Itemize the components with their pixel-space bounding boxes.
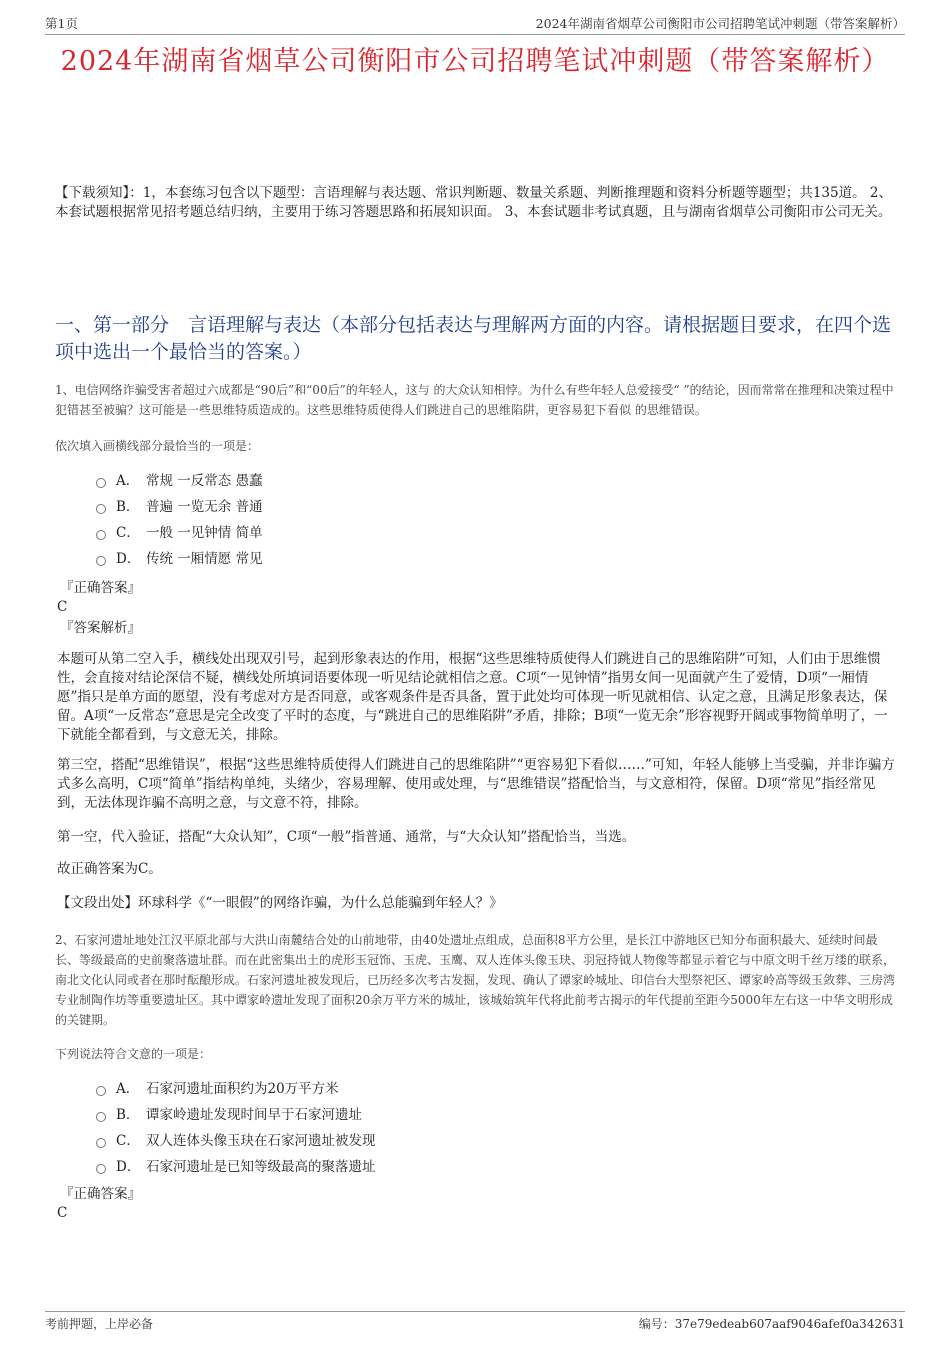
q1-analysis-para: 本题可从第二空入手，横线处出现双引号，起到形象表达的作用，根据“这些思维特质使得人们跳进自己的思维陷阱”可知，人们由于思维惯性，会直接对结论深信不疑，横线处所填词语要体现一听见结论就相信之意。C项“一见钟情”指男女间一见面就产生了爱情，D项“一厢情愿”指只是单方面的愿望，没有考虑对方是否同意，或客观条件是否具备，置于此处均可体现一听见就相信、认定之意，且满足形象表达，保留。A项“一反常态”意思是完全改变了平时的态度，与“跳进自己的思维陷阱”矛盾，排除；B项“一览无余”形容视野开阔或事物简单明了，一下就能全都看到，与文意无关，排除。 bbox=[57, 651, 888, 743]
q2-prompt: 下列说法符合文意的一项是： bbox=[55, 1047, 212, 1061]
q1-option-a[interactable]: A． 常规 一反常态 愚蠢 bbox=[96, 468, 263, 494]
q1-option-d[interactable]: D． 传统 一厢情愿 常见 bbox=[96, 546, 263, 572]
q2-option-b[interactable]: B． 谭家岭遗址发现时间早于石家河遗址 bbox=[96, 1102, 376, 1128]
q2-options bbox=[96, 1076, 376, 1180]
q2-answer: C bbox=[57, 1205, 68, 1221]
q1-option-b[interactable]: B． 普遍 一览无余 普通 bbox=[96, 494, 263, 520]
page-footer bbox=[45, 1311, 905, 1332]
q1-analysis-para: 第三空，搭配“思维错误”，根据“这些思维特质使得人们跳进自己的思维陷阱”“更容易犯下看似……”可知，年轻人能够上当受骗，并非诈骗方式多么高明，C项“简单”指结构单纯，头绪少，容易理解、使用或处理，与“思维错误”搭配恰当，与文意相符，保留。D项“常见”指经常见到，无法体现诈骗不高明之意，与文意不符，排除。 bbox=[57, 757, 895, 811]
q2-option-a[interactable]: A． 石家河遗址面积约为20万平方米 bbox=[96, 1076, 376, 1102]
q1-prompt: 依次填入画横线部分最恰当的一项是： bbox=[55, 439, 260, 453]
q1-option-c[interactable]: C． 一般 一见钟情 简单 bbox=[96, 520, 263, 546]
q1-answer: C bbox=[57, 599, 68, 615]
q1-source: 【文段出处】环球科学《“一眼假”的网络诈骗，为什么总能骗到年轻人？》 bbox=[57, 895, 503, 911]
q2-answer-label: 『正确答案』 bbox=[60, 1186, 141, 1202]
radio-icon[interactable] bbox=[96, 504, 106, 514]
q1-stem: 1、电信网络诈骗受害者超过六成都是“90后”和“00后”的年轻人，这与 的大众认知相悖。为什么有些年轻人总爱接受“ ”的结论，因而常常在推理和决策过程中犯错甚至被骗？这可能是一些思维特质造成的。这些思维特质使得人们跳进自己的思维陷阱，更容易犯下看似 的思维错误。 bbox=[55, 383, 894, 417]
radio-icon[interactable] bbox=[96, 1086, 106, 1096]
q1-analysis-label: 『答案解析』 bbox=[60, 620, 141, 636]
q1-analysis-para: 故正确答案为C。 bbox=[57, 861, 162, 877]
page-title: 2024年湖南省烟草公司衡阳市公司招聘笔试冲刺题（带答案解析） bbox=[60, 46, 890, 77]
radio-icon[interactable] bbox=[96, 1112, 106, 1122]
radio-icon[interactable] bbox=[96, 1138, 106, 1148]
radio-icon[interactable] bbox=[96, 530, 106, 540]
q2-option-d[interactable]: D． 石家河遗址是已知等级最高的聚落遗址 bbox=[96, 1154, 376, 1180]
footer-slogan: 考前押题，上岸必备 bbox=[45, 1317, 154, 1331]
q1-answer-label: 『正确答案』 bbox=[60, 580, 141, 596]
page-number: 第1页 bbox=[45, 16, 78, 31]
radio-icon[interactable] bbox=[96, 1164, 106, 1174]
q1-options bbox=[96, 468, 263, 572]
header-doc-title: 2024年湖南省烟草公司衡阳市公司招聘笔试冲刺题（带答案解析） bbox=[535, 16, 905, 31]
q2-option-c[interactable]: C． 双人连体头像玉玦在石家河遗址被发现 bbox=[96, 1128, 376, 1154]
radio-icon[interactable] bbox=[96, 556, 106, 566]
footer-doc-id: 编号：37e79edeab607aaf9046afef0a342631 bbox=[638, 1317, 905, 1331]
q1-analysis-para: 第一空，代入验证，搭配“大众认知”，C项“一般”指普通、通常，与“大众认知”搭配恰当，当选。 bbox=[57, 829, 636, 845]
radio-icon[interactable] bbox=[96, 478, 106, 488]
download-notice: 【下载须知】：1，本套练习包含以下题型：言语理解与表达题、常识判断题、数量关系题、判断推理题和资料分析题等题型；共135道。 2、本套试题根据常见招考题总结归纳，主要用于练习答题思路和拓展知识面。 3、本套试题非考试真题，且与湖南省烟草公司衡阳市公司无关。 bbox=[55, 185, 892, 220]
section-heading: 一、第一部分 言语理解与表达（本部分包括表达与理解两方面的内容。请根据题目要求，在四个选项中选出一个最恰当的答案。） bbox=[55, 314, 892, 363]
page-header bbox=[45, 14, 905, 35]
q2-stem: 2、石家河遗址地处江汉平原北部与大洪山南麓结合处的山前地带，由40处遗址点组成，总面积8平方公里，是长江中游地区已知分布面积最大、延续时间最长、等级最高的史前聚落遗址群。而在此密集出土的虎形玉冠饰、玉虎、玉鹰、双人连体头像玉玦、羽冠持钺人物像等都显示着它与中原文明千丝万缕的联系，南北文化认同或者在那时酝酿形成。石家河遗址被发现后，已历经多次考古发掘，发现、确认了谭家岭城址、印信台大型祭祀区、谭家岭高等级玉敛葬、三房湾专业制陶作坊等重要遗址区。其中谭家岭遗址发现了面积20余万平方米的城址，该城始筑年代将此前考古揭示的年代提前至距今5000年左右这一中华文明形成的关键期。 bbox=[55, 933, 896, 1027]
